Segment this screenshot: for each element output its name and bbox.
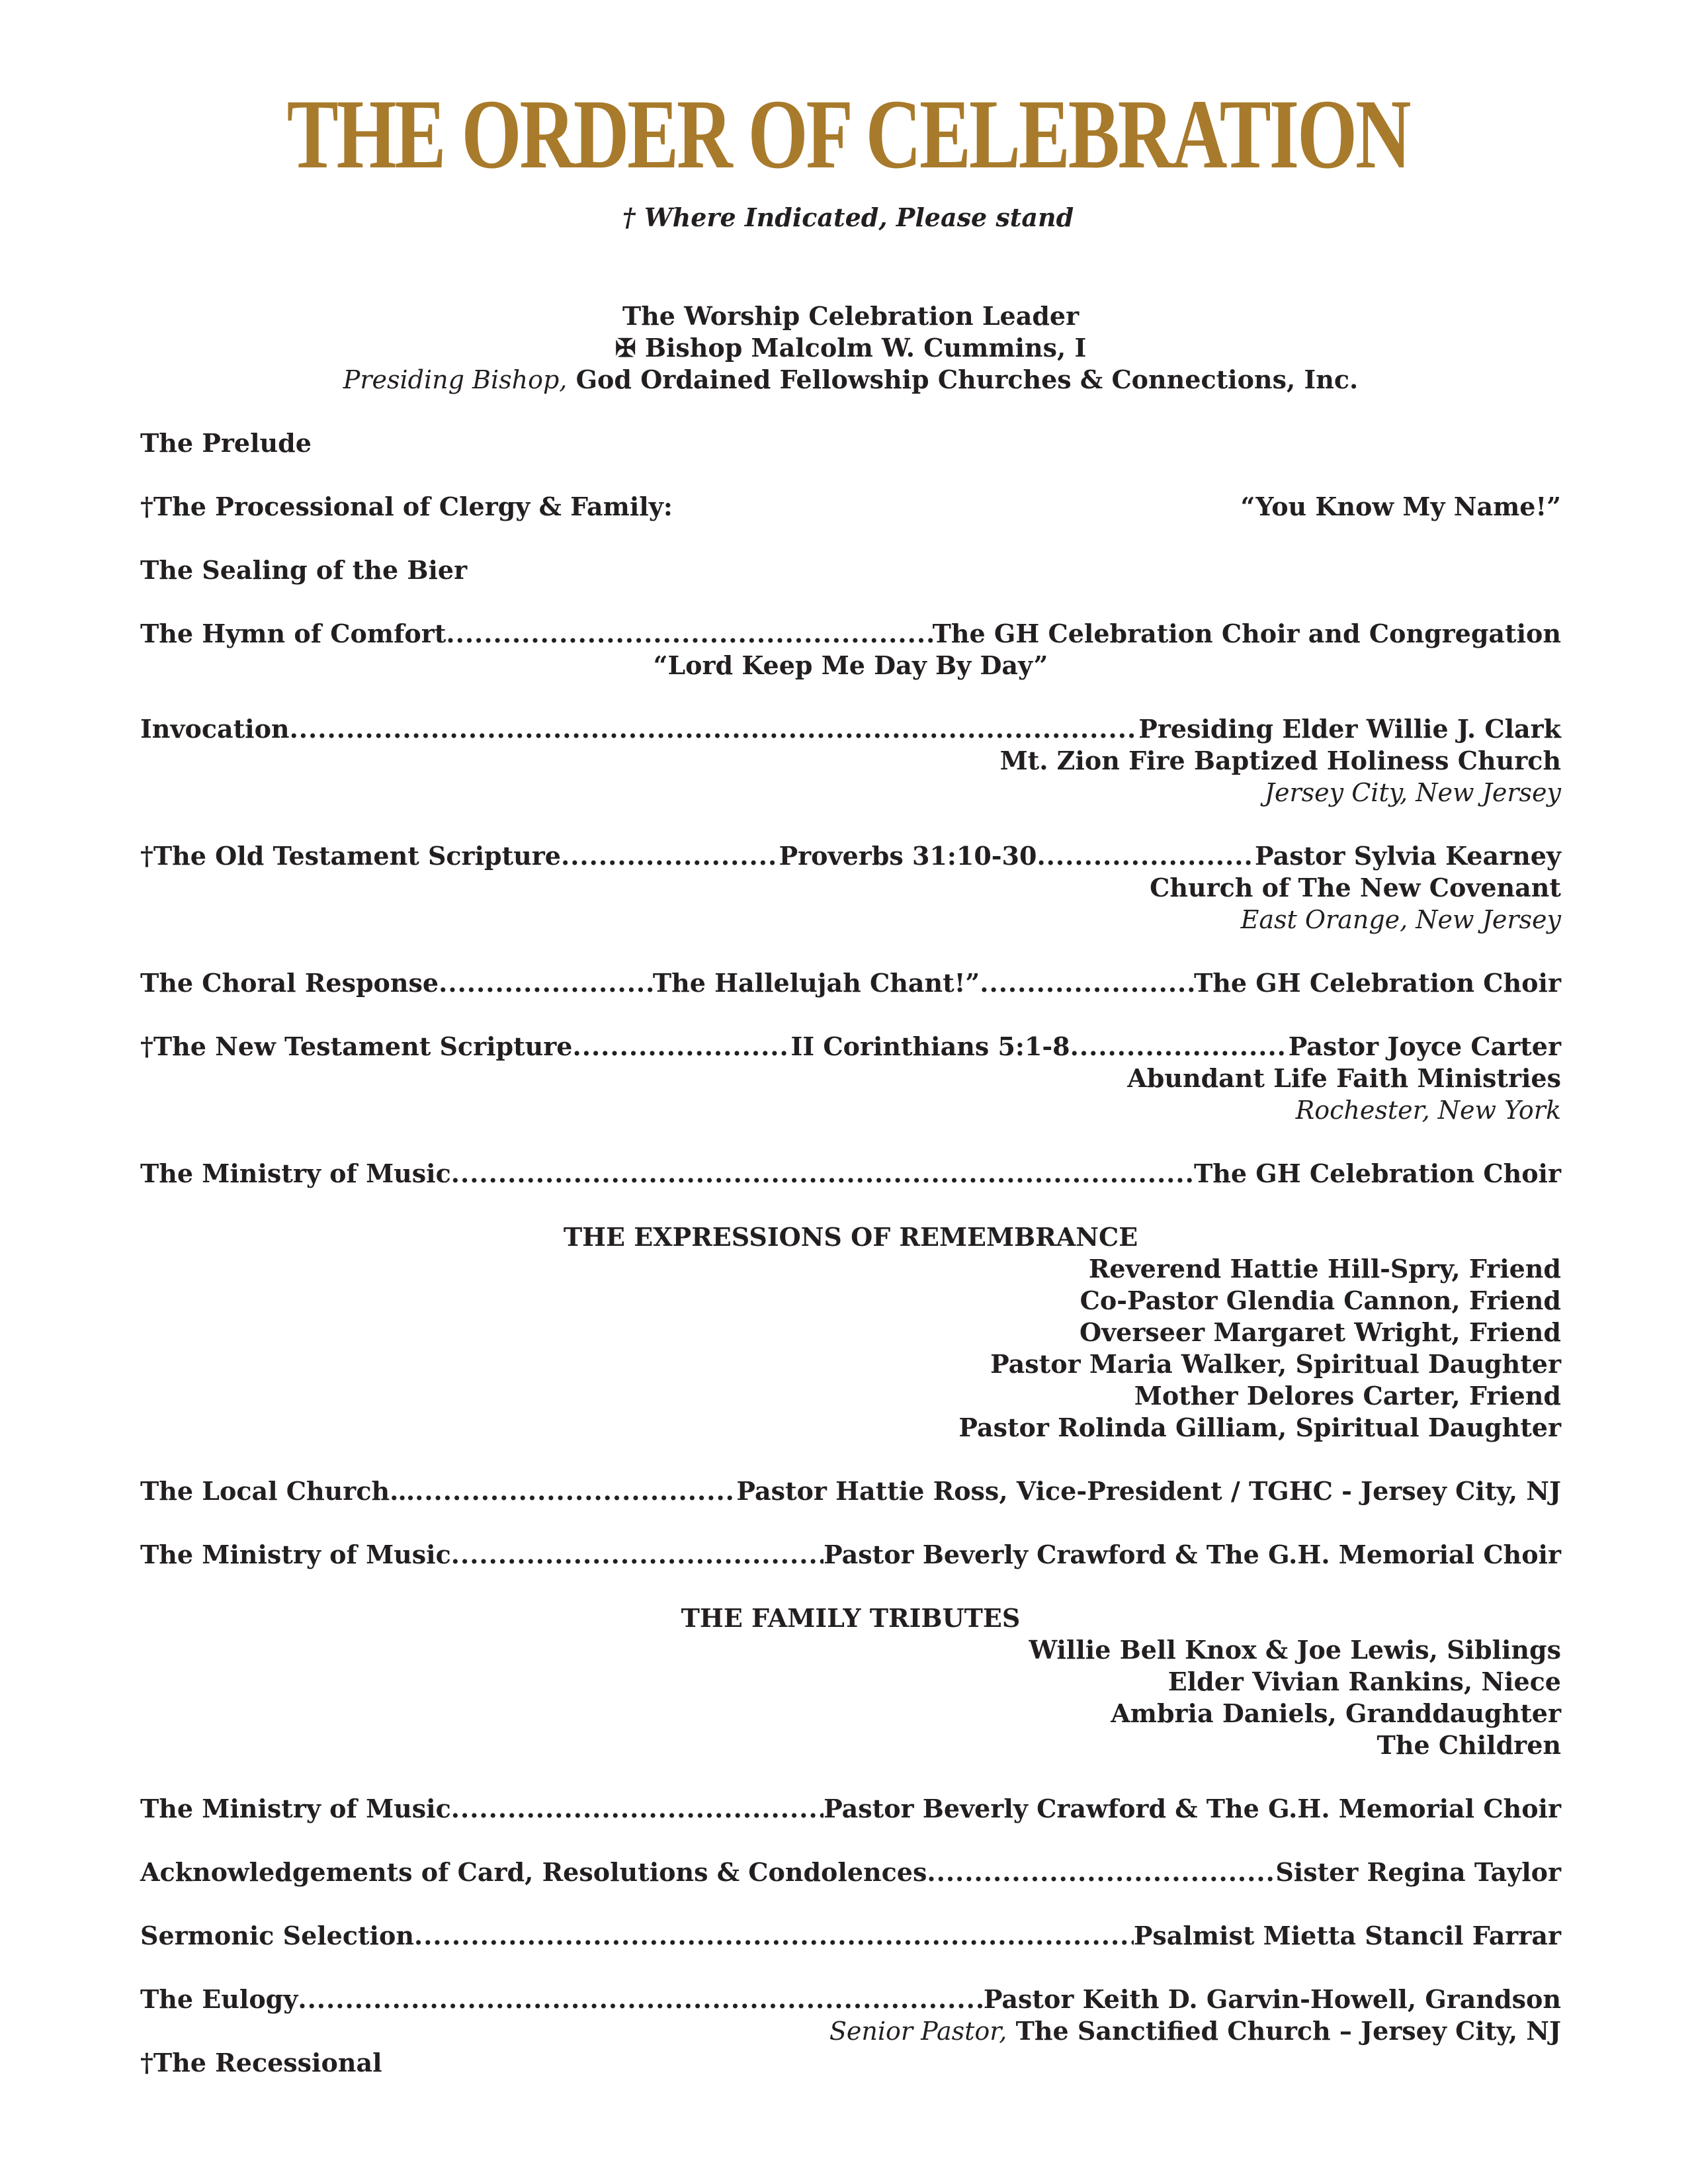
remembrance-speaker: Overseer Margaret Wright, Friend	[1079, 1317, 1561, 1347]
leader-dots	[290, 713, 1139, 745]
choral-response-by: The GH Celebration Choir	[1193, 968, 1561, 998]
music-item-2	[140, 1539, 1561, 1571]
leader-name: ✠ Bishop Malcolm W. Cummins, I	[615, 333, 1087, 363]
processional-song: “You Know My Name!”	[1240, 492, 1561, 521]
remembrance-speaker: Reverend Hattie Hill-Spry, Friend	[1088, 1254, 1561, 1284]
new-testament-passage: II Corinthians 5:1-8	[790, 1031, 1070, 1061]
invocation-location: Jersey City, New Jersey	[1264, 778, 1561, 807]
acknowledgements-label: Acknowledgements of Card, Resolutions & Condolences	[140, 1857, 927, 1887]
family-speaker: Willie Bell Knox & Joe Lewis, Siblings	[1029, 1635, 1561, 1665]
new-testament-by: Pastor Joyce Carter	[1288, 1031, 1561, 1061]
local-church-item	[140, 1475, 1561, 1507]
invocation-by: Presiding Elder Willie J. Clark	[1138, 714, 1561, 744]
processional-item	[140, 491, 1561, 523]
invocation-item	[140, 713, 1561, 745]
hymn-song: “Lord Keep Me Day By Day”	[653, 650, 1048, 680]
page-subtitle: † Where Indicated, Please stand	[622, 202, 1074, 232]
invocation-label: Invocation	[140, 714, 290, 744]
leader-affiliation	[140, 364, 1561, 396]
leader-dots	[572, 1031, 790, 1063]
old-testament-location: East Orange, New Jersey	[1240, 905, 1561, 934]
invocation-church: Mt. Zion Fire Baptized Holiness Church	[999, 746, 1561, 775]
order-of-service	[140, 300, 1561, 2079]
eulogy-title: Senior Pastor,	[829, 2017, 1007, 2046]
music-2-by: Pastor Beverly Crawford & The G.H. Memorial Choir	[824, 1540, 1561, 1569]
eulogy-label: The Eulogy	[140, 1984, 298, 2014]
page-title: THE ORDER OF CELEBRATION	[286, 79, 1410, 189]
leader-dots	[446, 618, 932, 650]
hymn-label: The Hymn of Comfort	[140, 619, 446, 648]
acknowledgements-by: Sister Regina Taylor	[1275, 1857, 1561, 1887]
old-testament-passage: Proverbs 31:10-30	[779, 841, 1037, 871]
family-heading: THE FAMILY TRIBUTES	[681, 1603, 1021, 1633]
new-testament-item	[140, 1031, 1561, 1063]
leader-dots	[980, 967, 1194, 999]
new-testament-label: †The New Testament Scripture	[140, 1031, 573, 1061]
remembrance-speaker: Pastor Maria Walker, Spiritual Daughter	[990, 1349, 1561, 1379]
local-church-label: The Local Church…	[140, 1476, 415, 1506]
sermonic-by: Psalmist Mietta Stancil Farrar	[1133, 1921, 1561, 1950]
remembrance-speaker: Mother Delores Carter, Friend	[1134, 1381, 1561, 1411]
new-testament-location: Rochester, New York	[1295, 1096, 1561, 1125]
choral-response-label: The Choral Response	[140, 968, 439, 998]
sermonic-label: Sermonic Selection	[140, 1921, 414, 1950]
remembrance-speaker: Co-Pastor Glendia Cannon, Friend	[1080, 1286, 1561, 1315]
sealing-item: The Sealing of the Bier	[140, 555, 468, 585]
recessional-item: †The Recessional	[140, 2048, 382, 2077]
old-testament-item	[140, 840, 1561, 872]
remembrance-heading: THE EXPRESSIONS OF REMEMBRANCE	[563, 1222, 1138, 1252]
choral-response-song: The Hallelujah Chant!”	[652, 968, 980, 998]
new-testament-church: Abundant Life Faith Ministries	[1127, 1063, 1561, 1093]
leader-org: God Ordained Fellowship Churches & Connections, Inc.	[567, 365, 1359, 394]
remembrance-speaker: Pastor Rolinda Gilliam, Spiritual Daughter	[958, 1413, 1561, 1442]
leader-dots	[414, 1920, 1134, 1952]
music-2-label: The Ministry of Music	[140, 1540, 451, 1569]
music-1-label: The Ministry of Music	[140, 1158, 451, 1188]
eulogy-affiliation	[140, 2015, 1561, 2047]
choral-response-item	[140, 967, 1561, 999]
music-3-by: Pastor Beverly Crawford & The G.H. Memorial Choir	[824, 1794, 1561, 1823]
eulogy-item	[140, 1984, 1561, 2015]
eulogy-by: Pastor Keith D. Garvin-Howell, Grandson	[983, 1984, 1561, 2014]
leader-dots	[298, 1984, 984, 2015]
old-testament-label: †The Old Testament Scripture	[140, 841, 561, 871]
leader-dots	[927, 1856, 1275, 1888]
old-testament-church: Church of The New Covenant	[1150, 873, 1561, 902]
leader-title: Presiding Bishop,	[343, 365, 568, 394]
old-testament-by: Pastor Sylvia Kearney	[1255, 841, 1561, 871]
music-3-label: The Ministry of Music	[140, 1794, 451, 1823]
music-item-3	[140, 1793, 1561, 1825]
family-speaker: Ambria Daniels, Granddaughter	[1111, 1698, 1561, 1728]
eulogy-church: The Sanctified Church – Jersey City, NJ	[1007, 2016, 1561, 2046]
leader-dots	[1070, 1031, 1289, 1063]
sermonic-item	[140, 1920, 1561, 1952]
processional-label: †The Processional of Clergy & Family:	[140, 492, 673, 521]
leader-dots	[451, 1158, 1194, 1190]
leader-dots	[1037, 840, 1255, 872]
music-1-by: The GH Celebration Choir	[1193, 1158, 1561, 1188]
family-speaker: The Children	[1377, 1730, 1561, 1760]
local-church-by: Pastor Hattie Ross, Vice-President / TGHC - Jersey City, NJ	[736, 1476, 1561, 1506]
leader-dots	[415, 1475, 736, 1507]
prelude-item: The Prelude	[140, 428, 312, 458]
leader-dots	[561, 840, 779, 872]
music-item-1	[140, 1158, 1561, 1190]
leader-dots	[451, 1539, 824, 1571]
acknowledgements-item	[140, 1856, 1561, 1888]
hymn-item	[140, 618, 1561, 650]
leader-dots	[451, 1793, 824, 1825]
hymn-by: The GH Celebration Choir and Congregation	[932, 619, 1561, 648]
leader-dots	[439, 967, 653, 999]
leader-role: The Worship Celebration Leader	[622, 301, 1080, 331]
family-speaker: Elder Vivian Rankins, Niece	[1167, 1667, 1561, 1696]
